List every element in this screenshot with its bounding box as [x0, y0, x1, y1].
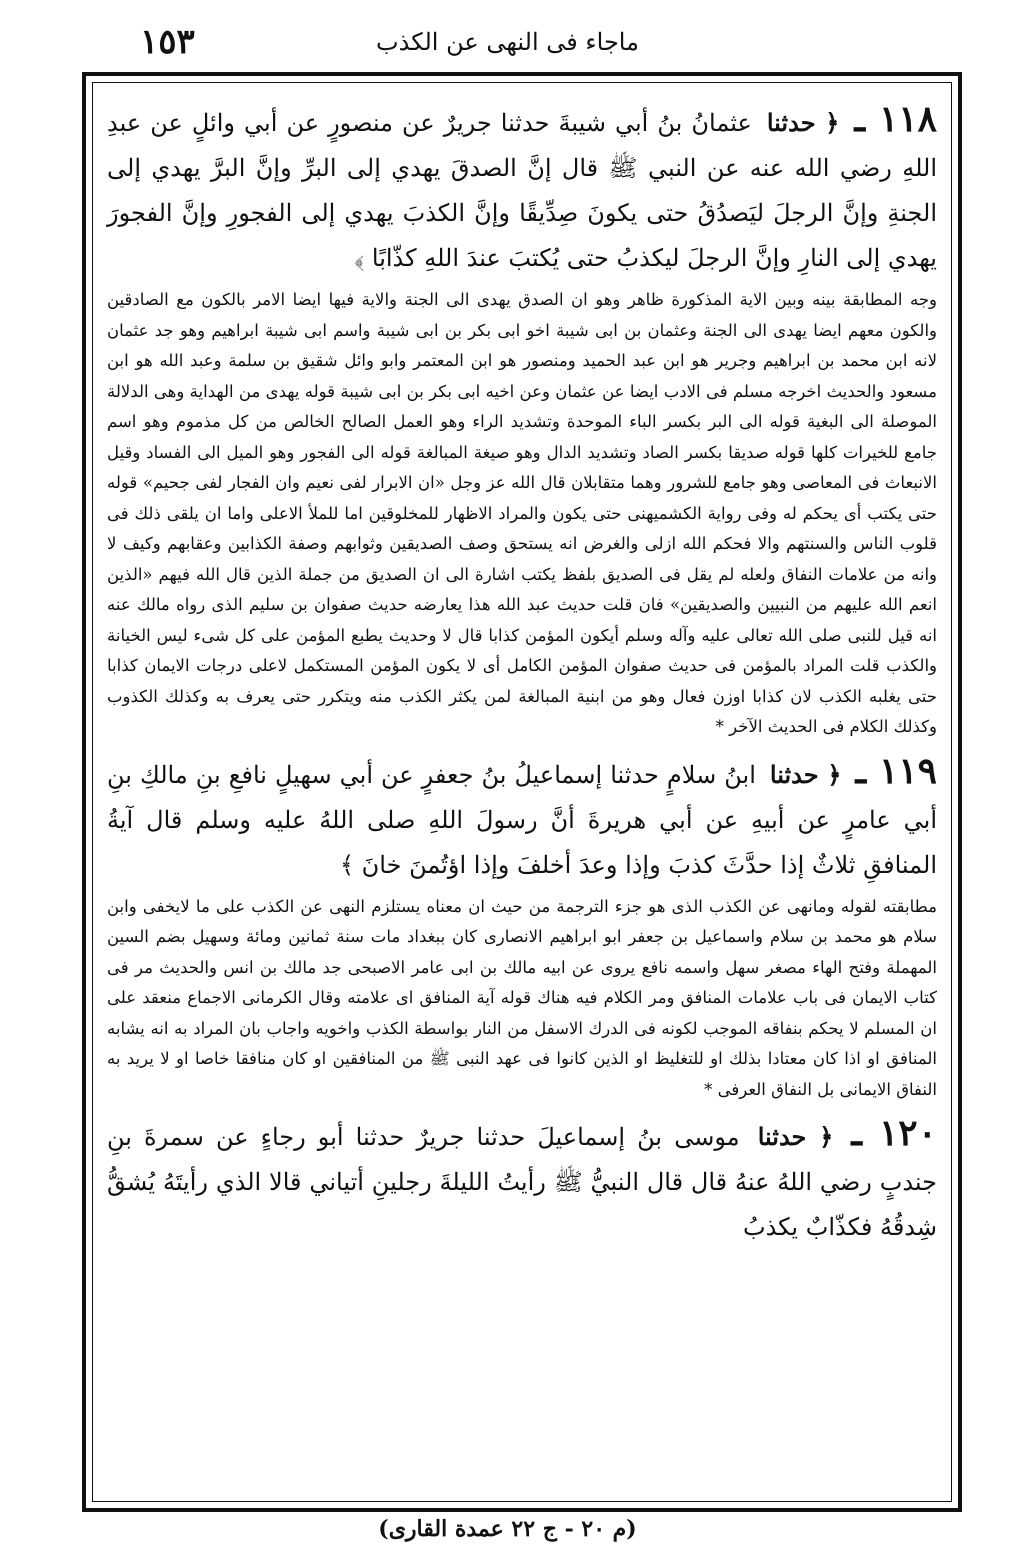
hadith-text: عثمانُ بنُ أبي شيبةَ حدثنا جريرٌ عن منصورٍ عن أبي وائلٍ عن عبدِ اللهِ رضي الله عنه عن النبي ﷺ قال إنَّ الصدقَ يهدي إلى البرِّ وإنَّ البرَّ يهدي إلى الجنةِ وإنَّ الرجلَ ليَصدُقُ حتى يكونَ صِدِّيقًا وإنَّ الكذبَ يهدي إلى الفجورِ وإنَّ الفجورَ يهدي إلى النارِ وإنَّ الرجلَ ليكذبُ حتى يُكتبَ عندَ اللهِ كذّابًا ﴾ — [107, 109, 937, 272]
hadith-opening: ﴿ حدثنا — [769, 759, 842, 789]
hadith-120 — [107, 1111, 937, 1250]
text-block — [92, 82, 952, 1502]
hadith-text: موسى بنُ إسماعيلَ حدثنا جريرٌ حدثنا أبو رجاءٍ عن سمرةَ بنِ جندبٍ رضي اللهُ عنهُ قال قال النبيُّ ﷺ رأيتُ الليلةَ رجلينِ أتياني قالا الذي رأيتَهُ يُشقُّ شِدقُهُ فكذّابٌ يكذبُ — [107, 1123, 937, 1241]
commentary-119: مطابقته لقوله ومانهى عن الكذب الذى هو جزء الترجمة من حيث ان معناه يستلزم النهى عن الكذب على ما لايخفى وابن سلام هو محمد بن سلام واسماعيل بن جعفر ابو ابراهيم الانصارى كان ببغداد مات سنة ثمانين ومائة وسهيل بضم السين المهملة وفتح الهاء مصغر سهل واسمه نافع يروى عن ابيه مالك بن ابى عامر الاصبحى جد مالك بن انس والحديث مر فى كتاب الايمان فى باب علامات المنافق ومر الكلام فيه هناك قوله آية المنافق اى علامته وقال الكرمانى الاجماع منعقد على ان المسلم لا يحكم بنفاقه الموجب لكونه فى الدرك الاسفل من النار بواسطة الكذب واخويه واجاب بان المراد به انه يشابه المنافق او اذا كان معتادا بذلك او للتغليظ او الذين كانوا فى عهد النبى ﷺ من المنافقين او كان منافقا خاصا او لا يريد به النفاق الايمانى بل النفاق العرفى * — [107, 896, 937, 1099]
hadith-118 — [107, 97, 937, 281]
hadith-number: ١٢٠ ـ — [851, 1112, 937, 1154]
commentary-118: وجه المطابقة بينه وبين الاية المذكورة ظاهر وهو ان الصدق يهدى الى الجنة والاية فيها ايضا الامر بالكون مع الصادقين والكون معهم ايضا يهدى الى الجنة وعثمان بن ابى شيبة اخو ابى بكر بن ابى شيبة واسم ابى شيبة ابراهيم وهو جد عثمان لانه ابن محمد بن ابراهيم وجرير هو ابن عبد الحميد ومنصور هو ابن المعتمر وابو وائل شقيق بن سلمة وعبد الله هو ابن مسعود والحديث اخرجه مسلم فى الادب ايضا عن عثمان وعن اخيه ابى بكر بن ابى شيبة قوله يهدى من الهداية وهى الدلالة الموصلة الى البغية قوله الى البر بكسر الباء الموحدة وتشديد الراء وهو العمل الصالح الخالص من كل مذموم وهو اسم جامع للخيرات كلها قوله صديقا بكسر الصاد وتشديد الدال وهو صيغة المبالغة قوله الى الفجور وهو الميل الى الفساد وقيل الانبعاث فى المعاصى وهو جامع للشرور وهما متقابلان قال الله عز وجل «ان الابرار لفى نعيم وان الفجار لفى جحيم» قوله حتى يكتب أى يحكم له وفى رواية الكشميهنى حتى يكون والمراد الاظهار للمخلوقين اما للملأ الاعلى واما ان يلقى ذلك فى قلوب الناس والسنتهم والا فحكم الله ازلى والغرض انه يستحق وصف الصديقين وثوابهم وصفة الكذابين وعقابهم وكيف لا وانه من علامات النفاق ولعله لم يقل فى الصديق بلفظ يكتب اشارة الى ان الصديق من جملة الذين قال الله فيهم «الذين انعم الله عليهم من النبيين والصديقين» فان قلت حديث عبد الله هذا يعارضه حديث صفوان بن سليم الذى رواه مالك عنه انه قيل للنبى صلى الله تعالى عليه وآله وسلم أيكون المؤمن كذابا قال لا وحديث يطبع المؤمن على كل شىء ليس الخيانة والكذب قلت المراد بالمؤمن فى حديث صفوان المؤمن الكامل أى لا يكون المؤمن المستكمل لاعلى درجات الايمان كذابا حتى يغلبه الكذب لان كذابا اوزن فعال وهو من ابنية المبالغة لمن يكثر الكذب منه ويتكرر حتى يعرف به وكذلك الكذوب وكذلك الكلام فى الحديث الآخر * — [107, 290, 937, 736]
hadith-opening: ﴿ حدثنا — [757, 1122, 834, 1151]
hadith-text: ابنُ سلامٍ حدثنا إسماعيلُ بنُ جعفرٍ عن أبي سهيلٍ نافعِ بنِ مالكِ بنِ أبي عامرٍ عن أبيهِ عن أبي هريرةَ أنَّ رسولَ اللهِ صلى اللهُ عليه وسلم قال آيةُ المنافقِ ثلاثٌ إذا حدَّثَ كذبَ وإذا وعدَ أخلفَ وإذا اؤتُمنَ خانَ ﴾ — [107, 760, 937, 879]
page-header — [0, 0, 1015, 70]
hadith-119 — [107, 749, 937, 888]
signature-line: (م ٢٠ - ج ٢٢ عمدة القارى) — [378, 1516, 637, 1542]
running-title: ماجاء فى النهى عن الكذب — [376, 28, 639, 56]
hadith-opening: ﴿ حدثنا — [766, 108, 840, 137]
hadith-number: ١١٩ ـ — [855, 749, 937, 792]
page-number: ١٥٣ — [140, 22, 195, 62]
hadith-number: ١١٨ ـ — [854, 98, 937, 140]
